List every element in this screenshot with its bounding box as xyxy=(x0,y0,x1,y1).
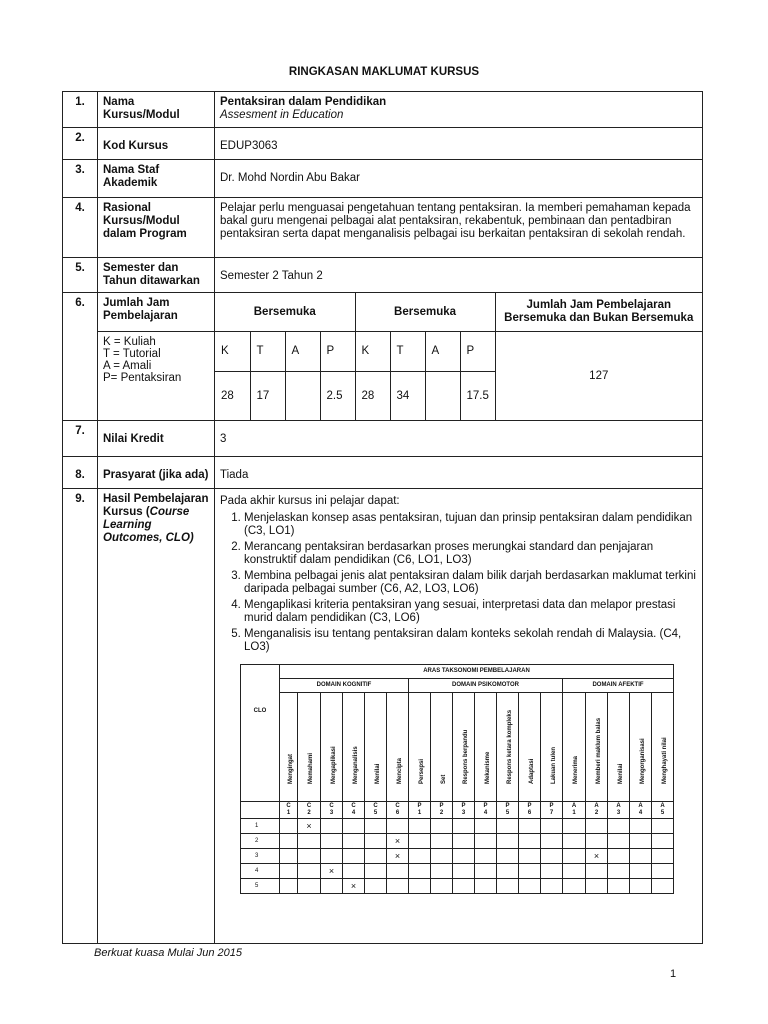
hours-letter: P xyxy=(460,332,495,372)
row-value: Dr. Mohd Nordin Abu Bakar xyxy=(215,160,703,198)
empty-cell xyxy=(343,834,365,849)
empty-cell xyxy=(652,819,674,834)
taxonomy-code: P 2 xyxy=(431,802,453,819)
taxonomy-level: Menilai xyxy=(608,693,630,802)
row-number: 6. xyxy=(63,293,98,421)
row-label: Nama Kursus/Modul xyxy=(98,92,215,128)
hours-value: 2.5 xyxy=(320,372,355,421)
empty-cell xyxy=(475,819,497,834)
taxonomy-title: ARAS TAKSONOMI PEMBELAJARAN xyxy=(280,665,674,679)
hours-legend: K = Kuliah T = Tutorial A = Amali P= Pentaksiran xyxy=(98,331,214,416)
empty-cell xyxy=(409,879,431,894)
clo-item: 3. Membina pelbagai jenis alat pentaksiran dalam bilik darjah berdasarkan maklumat terkini daripada pelbagai sumber (C6, A2, LO3, LO6) xyxy=(244,570,697,596)
hours-value: 34 xyxy=(390,372,425,421)
empty-cell xyxy=(280,834,298,849)
taxonomy-code: A 1 xyxy=(563,802,586,819)
clo-list xyxy=(220,512,697,654)
empty-cell xyxy=(586,834,608,849)
row-number: 8. xyxy=(63,457,98,489)
hours-letter: A xyxy=(285,332,320,372)
mark-cell: × xyxy=(321,864,343,879)
clo-number: 2 xyxy=(241,834,280,849)
hours-table xyxy=(215,293,702,420)
mark-cell: × xyxy=(298,819,321,834)
empty-cell xyxy=(343,819,365,834)
row-label: Kod Kursus xyxy=(98,128,215,160)
row-label: Semester dan Tahun ditawarkan xyxy=(98,258,215,293)
taxonomy-level: Set xyxy=(431,693,453,802)
empty-cell xyxy=(541,864,563,879)
empty-cell xyxy=(630,849,652,864)
empty-cell xyxy=(365,879,387,894)
clo-item: 1. Menjelaskan konsep asas pentaksiran, tujuan dan prinsip pentaksiran dalam pendidikan (C3, LO1) xyxy=(244,512,697,538)
clo-number: 3 xyxy=(241,849,280,864)
empty-cell xyxy=(298,864,321,879)
empty-cell xyxy=(608,864,630,879)
clo-intro: Pada akhir kursus ini pelajar dapat: xyxy=(220,495,400,507)
empty-cell xyxy=(608,849,630,864)
hours-letter: A xyxy=(425,332,460,372)
empty-cell xyxy=(608,834,630,849)
taxonomy-code: C 5 xyxy=(365,802,387,819)
empty-cell xyxy=(343,864,365,879)
row-label: Hasil Pembelajaran Kursus (Course Learning Outcomes, CLO) xyxy=(98,489,215,944)
empty-cell xyxy=(541,879,563,894)
empty-cell xyxy=(453,879,475,894)
empty-cell xyxy=(497,849,519,864)
taxonomy-row xyxy=(241,834,674,849)
mark-cell: × xyxy=(387,849,409,864)
empty-cell xyxy=(280,819,298,834)
empty-cell xyxy=(497,864,519,879)
row-rationale xyxy=(63,198,703,258)
clo-cell xyxy=(215,489,703,944)
page-title: RINGKASAN MAKLUMAT KURSUS xyxy=(288,66,480,78)
taxonomy-code: A 3 xyxy=(608,802,630,819)
empty-cell xyxy=(497,879,519,894)
empty-cell xyxy=(541,849,563,864)
empty-cell xyxy=(321,819,343,834)
hours-value: 17.5 xyxy=(460,372,495,421)
taxonomy-level: Respons ketara kompleks xyxy=(497,693,519,802)
row-value: Pelajar perlu menguasai pengetahuan tentang pentaksiran. Ia memberi pemahaman kepada bakal guru mengenai pelbagai alat pentaksiran, rekabentuk, pembinaan dan pentadbiran pentaksiran serta dapat menganalisis pelbagai isu berkaitan pentaksiran di sekolah rendah. xyxy=(215,198,703,258)
empty-cell xyxy=(431,864,453,879)
empty-cell xyxy=(586,864,608,879)
empty-cell xyxy=(431,819,453,834)
empty-cell xyxy=(586,819,608,834)
empty-cell xyxy=(563,864,586,879)
empty-cell xyxy=(431,849,453,864)
row-label: Nama Staf Akademik xyxy=(98,160,215,198)
taxonomy-row xyxy=(241,819,674,834)
taxonomy-level: Menilai xyxy=(365,693,387,802)
row-value: Tiada xyxy=(215,457,703,489)
empty-cell xyxy=(431,879,453,894)
taxonomy-code: C 4 xyxy=(343,802,365,819)
domain-cognitive: DOMAIN KOGNITIF xyxy=(280,679,409,693)
taxonomy-table xyxy=(240,664,674,894)
row-staff xyxy=(63,160,703,198)
clo-label: CLO xyxy=(253,708,267,714)
taxonomy-level: Menganalisis xyxy=(343,693,365,802)
empty-cell xyxy=(365,864,387,879)
row-label: Jumlah Jam Pembelajaran K = Kuliah T = Tutorial A = Amali P= Pentaksiran xyxy=(98,293,215,421)
taxonomy-level: Menerima xyxy=(563,693,586,802)
empty-cell xyxy=(652,849,674,864)
row-value: Semester 2 Tahun 2 xyxy=(215,258,703,293)
total-hours: 127 xyxy=(495,332,702,421)
taxonomy-row xyxy=(241,849,674,864)
row-course-name xyxy=(63,92,703,128)
row-course-code xyxy=(63,128,703,160)
empty-cell xyxy=(409,849,431,864)
empty-cell xyxy=(519,879,541,894)
empty-cell xyxy=(475,864,497,879)
row-value: 3 xyxy=(215,421,703,457)
hours-value: 28 xyxy=(215,372,250,421)
empty-cell xyxy=(475,834,497,849)
taxonomy-level: Memahami xyxy=(298,693,321,802)
taxonomy-code: C 3 xyxy=(321,802,343,819)
taxonomy-code: C 2 xyxy=(298,802,321,819)
header-total-hours: Jumlah Jam Pembelajaran Bersemuka dan Bukan Bersemuka xyxy=(495,293,702,332)
clo-item: 4. Mengaplikasi kriteria pentaksiran yang sesuai, interpretasi data dan melapor prestasi murid dalam pendidikan (C3, LO6) xyxy=(244,599,697,625)
empty-cell xyxy=(321,849,343,864)
clo-number: 5 xyxy=(241,879,280,894)
empty-cell xyxy=(387,864,409,879)
empty-cell xyxy=(519,849,541,864)
empty-cell xyxy=(630,864,652,879)
header-face-to-face-1: Bersemuka xyxy=(215,293,355,332)
footer-effective-date: Berkuat kuasa Mulai Jun 2015 xyxy=(94,947,242,959)
hours-letter: K xyxy=(355,332,390,372)
clo-header xyxy=(241,665,280,802)
empty-cell xyxy=(409,834,431,849)
empty-cell xyxy=(563,879,586,894)
empty-cell xyxy=(409,819,431,834)
row-label: Prasyarat (jika ada) xyxy=(98,457,215,489)
domain-affective: DOMAIN AFEKTIF xyxy=(563,679,674,693)
empty-cell xyxy=(343,849,365,864)
row-label: Nilai Kredit xyxy=(98,421,215,457)
row-number: 2. xyxy=(63,128,98,160)
hours-cell xyxy=(215,293,703,421)
taxonomy-code: A 5 xyxy=(652,802,674,819)
taxonomy-code: C 6 xyxy=(387,802,409,819)
empty-cell xyxy=(497,834,519,849)
page-number: 1 xyxy=(670,968,677,980)
empty-cell xyxy=(298,849,321,864)
empty-cell xyxy=(586,879,608,894)
empty-cell xyxy=(652,834,674,849)
empty-cell xyxy=(453,849,475,864)
empty-cell xyxy=(541,819,563,834)
empty-cell xyxy=(431,834,453,849)
empty-cell xyxy=(541,834,563,849)
clo-number: 1 xyxy=(241,819,280,834)
taxonomy-code: C 1 xyxy=(280,802,298,819)
row-value: Pentaksiran dalam Pendidikan Assesment in Education xyxy=(215,92,703,128)
taxonomy-level: Adaptasi xyxy=(519,693,541,802)
empty-cell xyxy=(387,879,409,894)
taxonomy-level: Mengingat xyxy=(280,693,298,802)
clo-number: 4 xyxy=(241,864,280,879)
empty-cell xyxy=(453,834,475,849)
empty-cell xyxy=(519,834,541,849)
taxonomy-level: Mencipta xyxy=(387,693,409,802)
empty-cell xyxy=(563,834,586,849)
empty-cell xyxy=(321,834,343,849)
empty-cell xyxy=(497,819,519,834)
empty-cell xyxy=(321,879,343,894)
taxonomy-code: P 7 xyxy=(541,802,563,819)
taxonomy-row xyxy=(241,864,674,879)
row-label: Rasional Kursus/Modul dalam Program xyxy=(98,198,215,258)
taxonomy-row xyxy=(241,879,674,894)
clo-item: 2. Merancang pentaksiran berdasarkan proses merungkai standard dan penjajaran konstruktif dalam pendidikan (C6, LO1, LO3) xyxy=(244,541,697,567)
empty-cell xyxy=(387,819,409,834)
clo-item: 5. Menganalisis isu tentang pentaksiran dalam konteks sekolah rendah di Malaysia. (C4, LO3) xyxy=(244,628,697,654)
empty-cell xyxy=(409,864,431,879)
mark-cell: × xyxy=(343,879,365,894)
row-prerequisite xyxy=(63,457,703,489)
empty-cell xyxy=(563,849,586,864)
taxonomy-level: Lakuan tulen xyxy=(541,693,563,802)
hours-letter: P xyxy=(320,332,355,372)
empty-cell xyxy=(365,834,387,849)
row-number: 3. xyxy=(63,160,98,198)
hours-letter: T xyxy=(390,332,425,372)
row-credit xyxy=(63,421,703,457)
row-number: 1. xyxy=(63,92,98,128)
hours-value: 17 xyxy=(250,372,285,421)
empty-cell xyxy=(563,819,586,834)
empty-cell xyxy=(519,864,541,879)
empty-cell xyxy=(630,879,652,894)
empty-cell xyxy=(280,879,298,894)
taxonomy-level: Mengorganisasi xyxy=(630,693,652,802)
row-number: 5. xyxy=(63,258,98,293)
taxonomy-code: A 4 xyxy=(630,802,652,819)
empty-cell xyxy=(280,864,298,879)
empty-cell xyxy=(519,819,541,834)
taxonomy-level: Mengaplikasi xyxy=(321,693,343,802)
hours-value xyxy=(425,372,460,421)
taxonomy-level: Menghayati nilai xyxy=(652,693,674,802)
taxonomy-code: A 2 xyxy=(586,802,608,819)
hours-value: 28 xyxy=(355,372,390,421)
empty-cell xyxy=(453,819,475,834)
row-number: 4. xyxy=(63,198,98,258)
hours-value xyxy=(285,372,320,421)
taxonomy-code: P 4 xyxy=(475,802,497,819)
taxonomy-code: P 6 xyxy=(519,802,541,819)
taxonomy-code: P 5 xyxy=(497,802,519,819)
taxonomy-level: Memberi maklum balas xyxy=(586,693,608,802)
empty-cell xyxy=(365,849,387,864)
mark-cell: × xyxy=(586,849,608,864)
empty-cell xyxy=(298,879,321,894)
hours-letter: T xyxy=(250,332,285,372)
empty-cell xyxy=(608,879,630,894)
empty-cell xyxy=(475,849,497,864)
row-semester xyxy=(63,258,703,293)
row-value: EDUP3063 xyxy=(215,128,703,160)
empty-cell xyxy=(298,834,321,849)
empty-cell xyxy=(608,819,630,834)
empty-cell xyxy=(630,834,652,849)
mark-cell: × xyxy=(387,834,409,849)
header-face-to-face-2: Bersemuka xyxy=(355,293,495,332)
code-spacer xyxy=(241,802,280,819)
empty-cell xyxy=(475,879,497,894)
row-number: 7. xyxy=(63,421,98,457)
taxonomy-level: Mekanisme xyxy=(475,693,497,802)
row-learning-hours xyxy=(63,293,703,421)
empty-cell xyxy=(630,819,652,834)
hours-letter: K xyxy=(215,332,250,372)
empty-cell xyxy=(453,864,475,879)
empty-cell xyxy=(652,864,674,879)
course-summary-table xyxy=(62,91,703,944)
taxonomy-level: Persepsi xyxy=(409,693,431,802)
row-number: 9. xyxy=(63,489,98,944)
row-learning-outcomes xyxy=(63,489,703,944)
taxonomy-code: P 3 xyxy=(453,802,475,819)
taxonomy-level: Respons berpandu xyxy=(453,693,475,802)
empty-cell xyxy=(652,879,674,894)
taxonomy-code: P 1 xyxy=(409,802,431,819)
domain-psychomotor: DOMAIN PSIKOMOTOR xyxy=(409,679,563,693)
empty-cell xyxy=(365,819,387,834)
empty-cell xyxy=(280,849,298,864)
